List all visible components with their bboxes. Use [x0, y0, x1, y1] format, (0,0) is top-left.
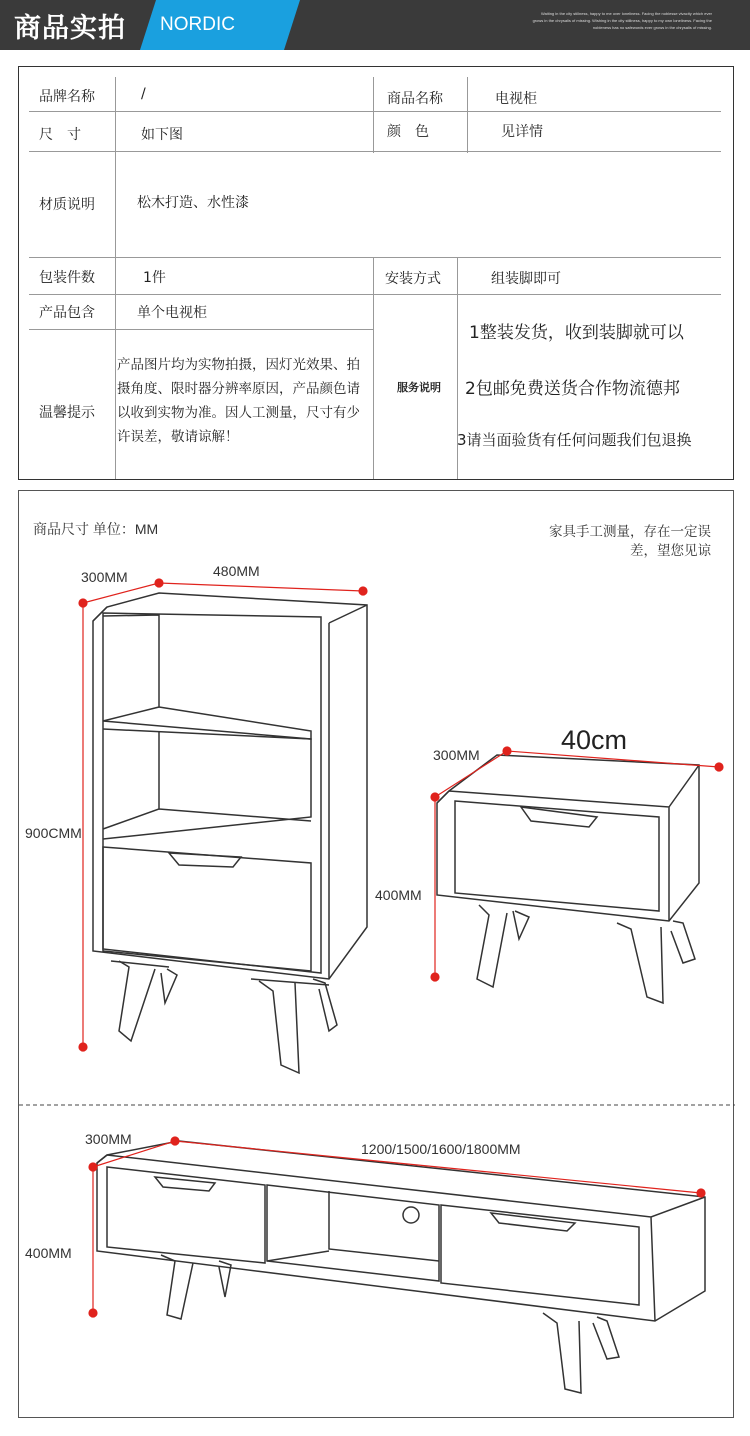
- material-label: 材质说明: [39, 197, 95, 213]
- tall-height-label: 900CMM: [25, 825, 82, 841]
- measurement-note: 家具手工测量，存在一定误差，望您见谅: [549, 524, 711, 559]
- product-name-value: 电视柜: [495, 91, 537, 107]
- product-name-label: 商品名称: [387, 91, 443, 107]
- banner-title: 商品实拍: [14, 13, 126, 44]
- banner-fine-print: Waiting in the city stillness, happy to me over loneliness. Facing the noblesse vivacity which ever grows in the chrysalis of missing. Wishing in the city stillness, happy to my own loneliness. Facing the nobleness has no safewords ever grows in the chrysalis of missing.: [532, 11, 712, 30]
- brand-label: 品牌名称: [39, 89, 95, 105]
- package-count-value: 1件: [143, 270, 166, 286]
- service-label: 服务说明: [397, 381, 441, 394]
- service-item-2: 2包邮免费送货合作物流德邦: [465, 379, 680, 399]
- install-label: 安装方式: [385, 271, 441, 287]
- brand-tag: NORDIC: [160, 14, 235, 35]
- install-value: 组装脚即可: [491, 271, 561, 287]
- color-label: 颜 色: [387, 124, 429, 140]
- tall-depth-label: 300MM: [81, 569, 128, 585]
- tv-cabinet-drawing: [97, 1141, 705, 1393]
- size-value: 如下图: [141, 127, 183, 143]
- nightstand-width-label: 40cm: [561, 725, 628, 755]
- tv-height-label: 400MM: [25, 1245, 72, 1261]
- tall-width-label: 480MM: [213, 563, 260, 579]
- service-item-1: 1整装发货，收到装脚就可以: [469, 323, 684, 343]
- tips-label: 温馨提示: [39, 405, 95, 421]
- dimensions-panel: [18, 490, 734, 1418]
- nightstand-depth-label: 300MM: [433, 747, 480, 763]
- dimensions-heading: 商品尺寸 单位：MM: [33, 521, 159, 537]
- includes-value: 单个电视柜: [137, 305, 207, 321]
- nightstand-height-label: 400MM: [375, 887, 422, 903]
- furniture-drawings: [19, 491, 735, 1419]
- product-info-table: [18, 66, 734, 480]
- size-label: 尺 寸: [39, 127, 81, 143]
- header-banner: [0, 0, 750, 50]
- brand-value: /: [141, 86, 146, 102]
- tv-width-label: 1200/1500/1600/1800MM: [361, 1141, 521, 1157]
- nightstand-drawing: [437, 755, 699, 1003]
- material-value: 松木打造、水性漆: [137, 195, 249, 211]
- package-count-label: 包装件数: [39, 270, 95, 286]
- color-value: 见详情: [501, 124, 543, 140]
- service-item-3: 3请当面验货有任何问题我们包退换: [457, 431, 692, 449]
- tall-cabinet-drawing: [93, 593, 367, 1073]
- tv-depth-label: 300MM: [85, 1131, 132, 1147]
- tips-value: 产品图片均为实物拍摄，因灯光效果、拍摄角度、限时器分辨率原因，产品颜色请以收到实物为准。因人工测量，尺寸有少许误差，敬请谅解！: [117, 357, 360, 445]
- includes-label: 产品包含: [39, 305, 95, 321]
